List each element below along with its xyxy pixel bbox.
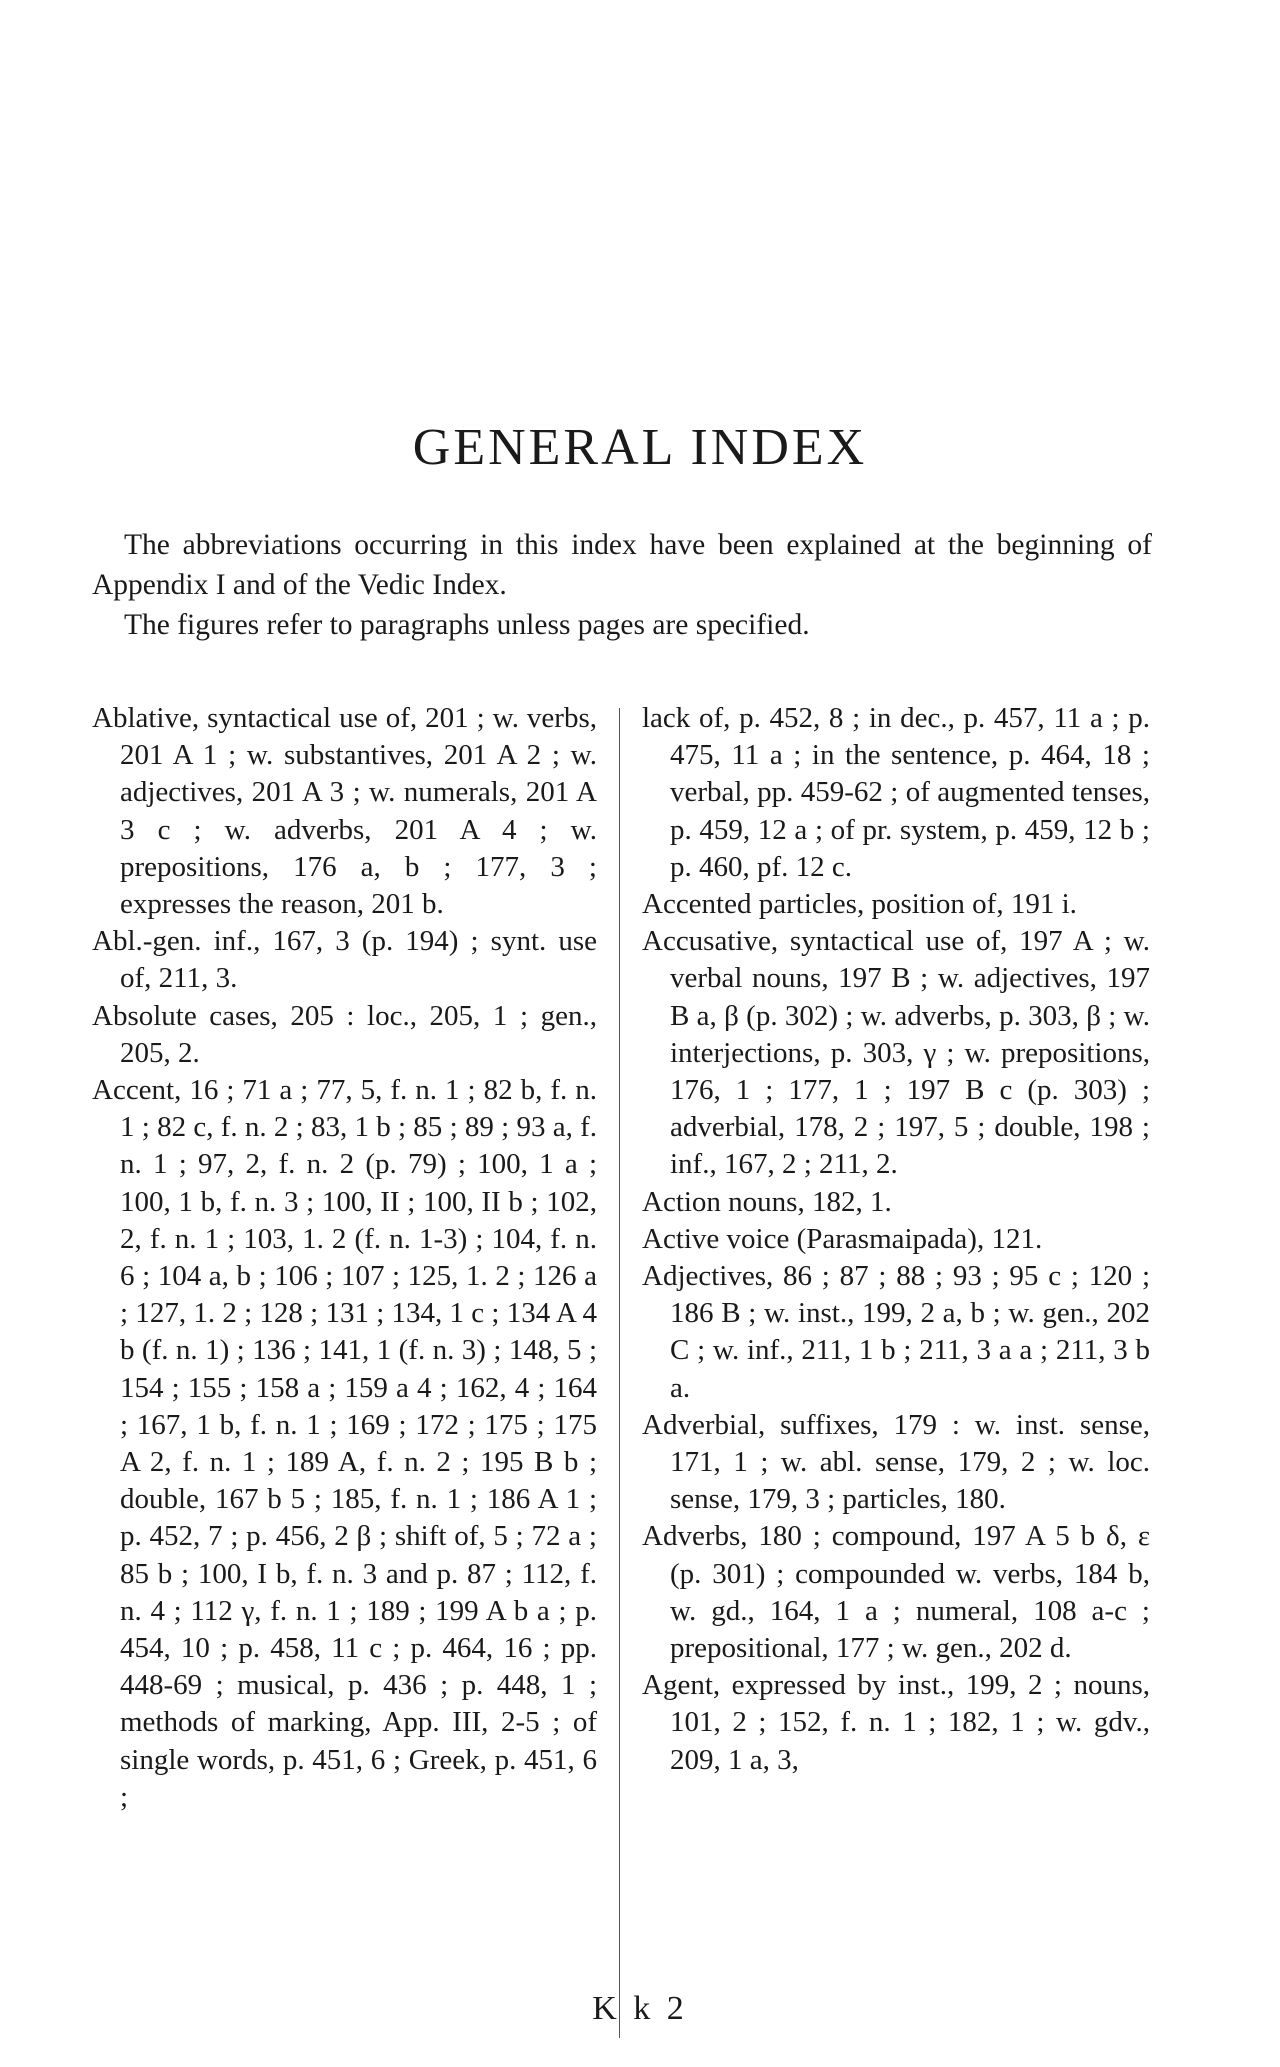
index-entry: Adjectives, 86 ; 87 ; 88 ; 93 ; 95 c ; 120 ; 186 B ; w. inst., 199, 2 a, b ; w. gen., 202 C ; w. inf., 211, 1 b ; 211, 3 a a ; 211, 3 b a.	[642, 1260, 1150, 1404]
index-entry: Adverbs, 180 ; compound, 197 A 5 b δ, ε (p. 301) ; compounded w. verbs, 184 b, w. gd., 164, 1 a ; numeral, 108 a-c ; prepositional, 177 ; w. gen., 202 d.	[642, 1520, 1150, 1665]
index-entry: Accent, 16 ; 71 a ; 77, 5, f. n. 1 ; 82 b, f. n. 1 ; 82 c, f. n. 2 ; 83, 1 b ; 85 ; 89 ; 93 a, f. n. 1 ; 97, 2, f. n. 2 (p. 79) ; 100, 1 a ; 100, 1 b, f. n. 3 ; 100, II ; 100, II b ; 102, 2, f. n. 1 ; 103, 1. 2 (f. n. 1-3) ; 104, f. n. 6 ; 104 a, b ; 106 ; 107 ; 125, 1. 2 ; 126 a ; 127, 1. 2 ; 128 ; 131 ; 134, 1 c ; 134 A 4 b (f. n. 1) ; 136 ; 141, 1 (f. n. 3) ; 148, 5 ; 154 ; 155 ; 158 a ; 159 a 4 ; 162, 4 ; 164 ; 167, 1 b, f. n. 1 ; 169 ; 172 ; 175 ; 175 A 2, f. n. 1 ; 189 A, f. n. 2 ; 195 B b ; double, 167 b 5 ; 185, f. n. 1 ; 186 A 1 ; p. 452, 7 ; p. 456, 2 β ; shift of, 5 ; 72 a ; 85 b ; 100, I b, f. n. 3 and p. 87 ; 112, f. n. 4 ; 112 γ, f. n. 1 ; 189 ; 199 A b a ; p. 454, 10 ; p. 458, 11 c ; p. 464, 16 ; pp. 448-69 ; musical, p. 436 ; p. 448, 1 ; methods of marking, App. III, 2-5 ; of single words, p. 451, 6 ; Greek, p. 451, 6 ;	[92, 1074, 597, 1813]
index-entry: Abl.-gen. inf., 167, 3 (p. 194) ; synt. use of, 211, 3.	[92, 925, 597, 995]
intro-line-2: The figures refer to paragraphs unless pages are specified.	[124, 609, 810, 641]
index-column-left	[92, 700, 597, 1816]
signature-mark: K k 2	[592, 1990, 688, 2027]
index-entry-continuation: lack of, p. 452, 8 ; in dec., p. 457, 11 a ; p. 475, 11 a ; in the sentence, p. 464, 18 ; verbal, pp. 459-62 ; of augmented tenses, p. 459, 12 a ; of pr. system, p. 459, 12 b ; p. 460, pf. 12 c.	[642, 702, 1150, 883]
index-column-right	[642, 700, 1150, 1779]
page-title: GENERAL INDEX	[412, 419, 868, 476]
index-entry: Accusative, syntactical use of, 197 A ; w. verbal nouns, 197 B ; w. adjectives, 197 B a, β (p. 302) ; w. adverbs, p. 303, β ; w. interjections, p. 303, γ ; w. prepositions, 176, 1 ; 177, 1 ; 197 B c (p. 303) ; adverbial, 178, 2 ; 197, 5 ; double, 198 ; inf., 167, 2 ; 211, 2.	[642, 925, 1150, 1181]
index-entry: Agent, expressed by inst., 199, 2 ; nouns, 101, 2 ; 152, f. n. 1 ; 182, 1 ; w. gdv., 209, 1 a, 3,	[642, 1669, 1150, 1776]
index-entry: Adverbial, suffixes, 179 : w. inst. sense, 171, 1 ; w. abl. sense, 179, 2 ; w. loc. sense, 179, 3 ; particles, 180.	[642, 1408, 1150, 1516]
index-entry: Accented particles, position of, 191 i.	[642, 888, 1077, 921]
column-divider	[619, 708, 620, 2038]
intro-line-1: The abbreviations occurring in this index have been explained at the beginning of Appendix I and of the Vedic Index.	[92, 529, 1152, 601]
index-entry: Action nouns, 182, 1.	[642, 1185, 892, 1218]
index-entry: Active voice (Parasmaipada), 121.	[642, 1222, 1043, 1255]
index-entry: Absolute cases, 205 : loc., 205, 1 ; gen., 205, 2.	[92, 999, 597, 1069]
index-entry: Ablative, syntactical use of, 201 ; w. verbs, 201 A 1 ; w. substantives, 201 A 2 ; w. adjectives, 201 A 3 ; w. numerals, 201 A 3 c ; w. adverbs, 201 A 4 ; w. prepositions, 176 a, b ; 177, 3 ; expresses the reason, 201 b.	[92, 702, 597, 921]
intro	[92, 525, 1152, 645]
